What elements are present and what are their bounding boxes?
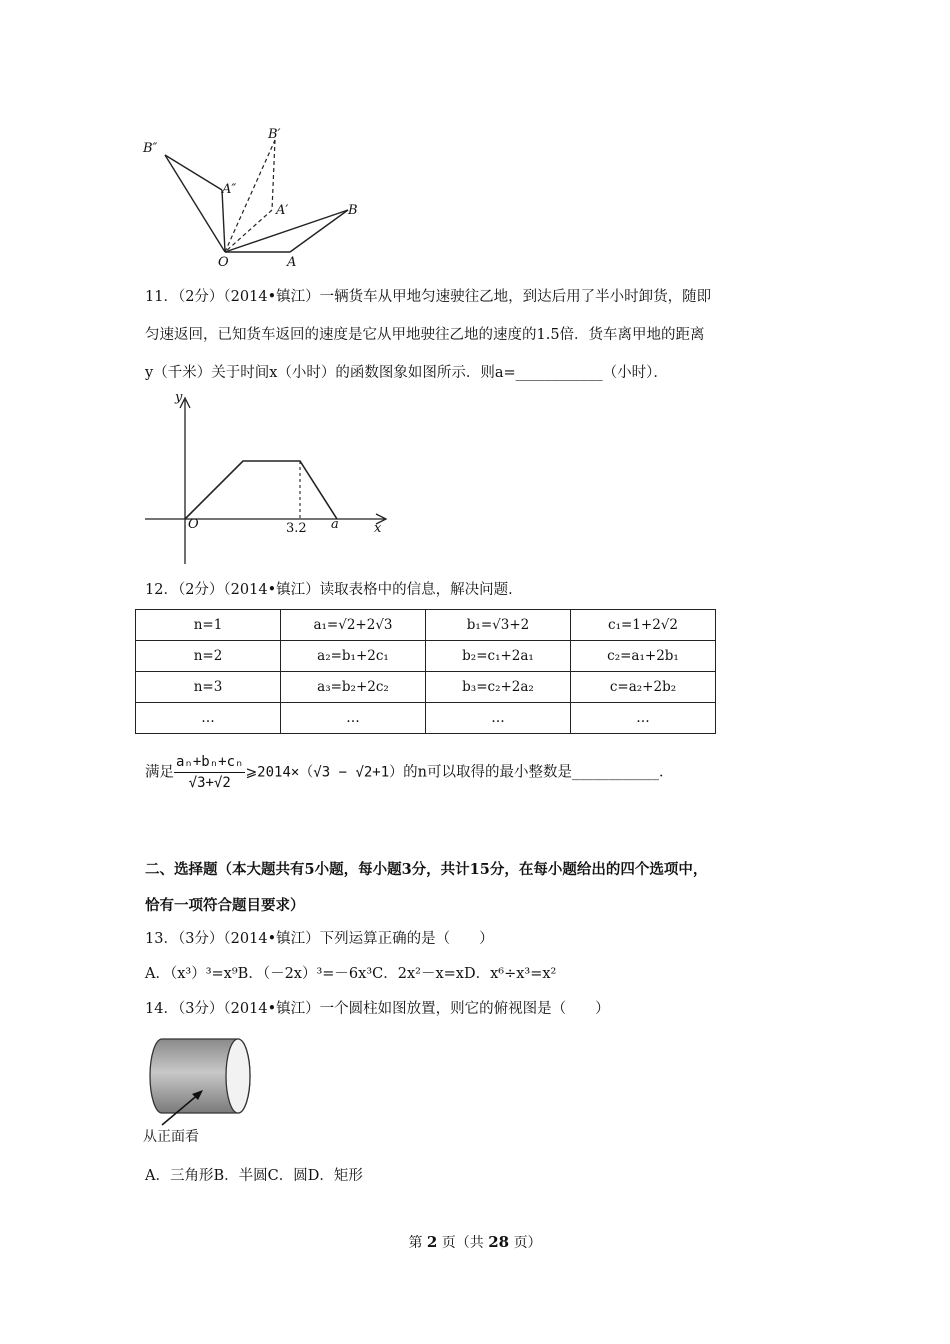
label-b-prime: B′	[268, 127, 281, 142]
table-cell: b₁=√3+2	[426, 610, 571, 641]
cylinder-figure	[140, 1035, 265, 1130]
q14-stem: 14．（3分）（2014•镇江）一个圆柱如图放置，则它的俯视图是（ ）	[145, 1001, 610, 1017]
footer-total-pages: 28	[488, 1233, 510, 1251]
table-row	[136, 641, 716, 672]
label-b: B	[348, 203, 358, 218]
table-cell: a₁=√2+2√3	[281, 610, 426, 641]
q11-line1: 11．（2分）（2014•镇江）一辆货车从甲地匀速驶往乙地，到达后用了半小时卸货，随即	[145, 289, 712, 305]
table-cell: a₃=b₂+2c₂	[281, 672, 426, 703]
q13-stem: 13．（3分）（2014•镇江）下列运算正确的是（ ）	[145, 931, 494, 947]
table-cell: c=a₂+2b₂	[571, 672, 716, 703]
cylinder-caption: 从正面看	[143, 1129, 199, 1145]
rotation-figure	[140, 125, 370, 275]
graph-y-label: y	[175, 390, 183, 405]
footer-suffix: 页）	[513, 1235, 542, 1251]
table-cell: a₂=b₁+2c₁	[281, 641, 426, 672]
q11-graph	[140, 392, 400, 567]
q12-frac-denominator: √3+√2	[188, 775, 231, 791]
table-cell: n=1	[136, 610, 281, 641]
footer-prefix: 第	[408, 1235, 423, 1251]
table-cell: c₁=1+2√2	[571, 610, 716, 641]
table-cell: b₂=c₁+2a₁	[426, 641, 571, 672]
table-cell: …	[281, 703, 426, 734]
q14-options: A．三角形B．半圆C．圆D．矩形	[145, 1168, 363, 1184]
table-cell: …	[426, 703, 571, 734]
q13-options: A．（x³）³=x⁹B．（－2x）³=－6x³C．2x²－x=xD．x⁶÷x³=x²	[145, 966, 557, 982]
table-cell: …	[571, 703, 716, 734]
section2-heading-line1: 二、选择题（本大题共有5小题，每小题3分，共计15分，在每小题给出的四个选项中，	[145, 861, 708, 878]
graph-origin-label: O	[188, 517, 199, 532]
table-row	[136, 672, 716, 703]
q12-table	[135, 609, 716, 734]
table-cell: c₂=a₁+2b₁	[571, 641, 716, 672]
label-a-double-prime: A″	[222, 182, 237, 197]
q12-cond-prefix: 满足	[145, 764, 174, 781]
footer-mid: 页（共	[441, 1235, 484, 1251]
table-cell: …	[136, 703, 281, 734]
graph-tick-3-2: 3.2	[286, 521, 307, 536]
q12-frac-numerator: aₙ+bₙ+cₙ	[174, 752, 245, 773]
label-o: O	[218, 255, 229, 270]
q11-line3: y（千米）关于时间x（小时）的函数图象如图所示．则a=____________（小时）．	[145, 365, 668, 381]
table-row	[136, 703, 716, 734]
footer-page-number: 2	[426, 1233, 438, 1251]
table-row	[136, 610, 716, 641]
table-cell: n=2	[136, 641, 281, 672]
table-cell: b₃=c₂+2a₂	[426, 672, 571, 703]
label-a: A	[287, 255, 297, 270]
q11-line2: 匀速返回，已知货车返回的速度是它从甲地驶往乙地的速度的1.5倍．货车离甲地的距离	[145, 327, 705, 343]
q12-condition	[145, 752, 674, 793]
table-cell: n=3	[136, 672, 281, 703]
label-a-prime: A′	[276, 203, 289, 218]
q12-cond-suffix: 的n可以取得的最小整数是____________．	[403, 764, 674, 781]
page-footer	[0, 1232, 950, 1252]
section2-heading-line2: 恰有一项符合题目要求）	[145, 897, 305, 914]
q12-cond-rhs: ⩾2014×（√3 − √2+1）	[245, 764, 404, 781]
graph-tick-a: a	[331, 517, 339, 532]
graph-x-label: x	[374, 521, 382, 536]
q12-fraction	[174, 752, 245, 793]
q12-intro: 12．（2分）（2014•镇江）读取表格中的信息，解决问题．	[145, 582, 523, 598]
label-b-double-prime: B″	[143, 141, 158, 156]
